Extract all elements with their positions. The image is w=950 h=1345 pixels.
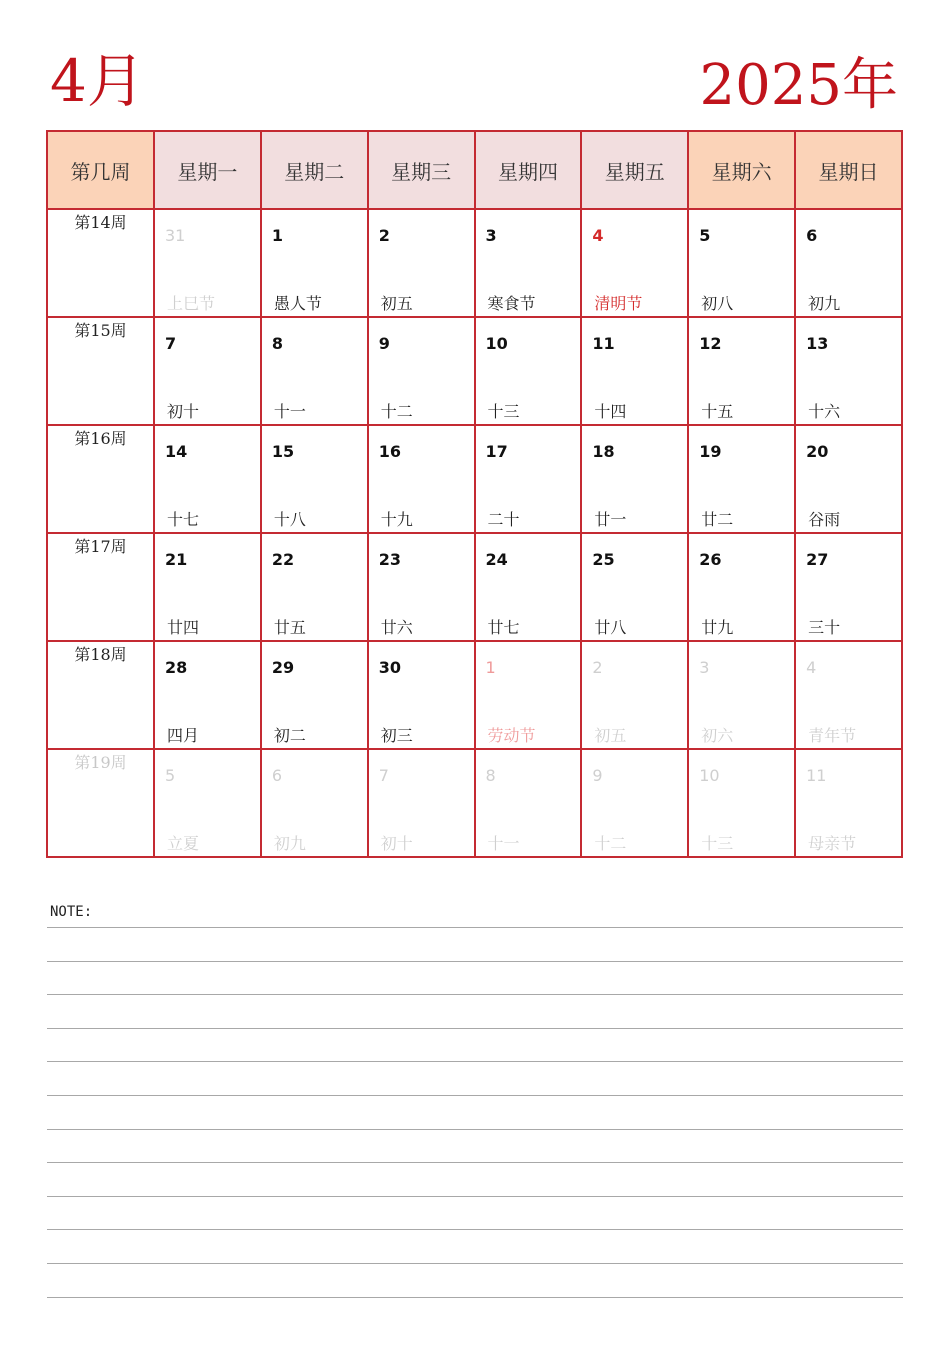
week-number: 第16周 [47, 425, 154, 533]
lunar-or-festival-label: 廿四 [167, 618, 200, 637]
day-number: 1 [271, 226, 283, 245]
day-cell[interactable] [688, 749, 795, 857]
lunar-or-festival-label: 初九 [808, 294, 841, 313]
day-number: 3 [699, 658, 710, 677]
day-number: 1 [485, 658, 496, 677]
day-cell[interactable] [261, 317, 368, 425]
day-header-fri: 星期五 [581, 131, 688, 209]
day-number: 8 [271, 334, 283, 353]
lunar-or-festival-label: 愚人节 [273, 294, 322, 313]
day-number: 5 [165, 766, 176, 785]
week-row [47, 533, 902, 641]
day-cell[interactable] [475, 641, 582, 749]
day-cell[interactable] [368, 317, 475, 425]
day-number: 11 [592, 334, 615, 353]
lunar-or-festival-label: 初九 [273, 834, 306, 853]
day-number: 17 [485, 442, 508, 461]
note-line [47, 1196, 903, 1197]
lunar-or-festival-label: 青年节 [808, 726, 857, 745]
note-line [47, 1263, 903, 1264]
note-line [47, 1061, 903, 1062]
lunar-or-festival-label: 十八 [273, 510, 306, 529]
day-number: 15 [271, 442, 295, 461]
day-cell[interactable] [261, 425, 368, 533]
day-number: 4 [806, 658, 817, 677]
note-line [47, 1129, 903, 1130]
day-number: 4 [592, 226, 604, 245]
day-cell[interactable] [154, 317, 261, 425]
day-cell[interactable] [475, 317, 582, 425]
day-number: 2 [378, 226, 390, 245]
lunar-or-festival-label: 上巳节 [167, 294, 216, 313]
note-line [47, 1162, 903, 1163]
lunar-or-festival-label: 二十 [487, 510, 520, 529]
lunar-or-festival-label: 十九 [380, 510, 413, 529]
note-line [47, 994, 903, 995]
lunar-or-festival-label: 初五 [594, 726, 627, 745]
lunar-or-festival-label: 十六 [808, 402, 841, 421]
lunar-or-festival-label: 初八 [701, 294, 734, 313]
lunar-or-festival-label: 十三 [487, 402, 520, 421]
day-number: 29 [271, 658, 295, 677]
day-cell[interactable] [795, 749, 902, 857]
lunar-or-festival-label: 劳动节 [487, 726, 536, 745]
day-number: 19 [699, 442, 722, 461]
day-number: 25 [592, 550, 615, 569]
day-cell[interactable] [688, 209, 795, 317]
day-cell[interactable] [475, 749, 582, 857]
lunar-or-festival-label: 廿五 [273, 618, 306, 637]
lunar-or-festival-label: 初五 [380, 294, 413, 313]
day-number: 14 [165, 442, 188, 461]
day-number: 9 [378, 334, 390, 353]
day-cell[interactable] [688, 425, 795, 533]
day-number: 3 [485, 226, 497, 245]
lunar-or-festival-label: 四月 [167, 726, 200, 745]
lunar-or-festival-label: 十四 [594, 402, 627, 421]
day-number: 8 [485, 766, 496, 785]
day-cell[interactable] [261, 641, 368, 749]
year-title: 2025年 [699, 53, 898, 118]
day-cell[interactable] [581, 209, 688, 317]
day-number: 9 [592, 766, 603, 785]
day-cell[interactable] [368, 749, 475, 857]
day-number: 24 [485, 550, 508, 569]
day-cell[interactable] [795, 641, 902, 749]
day-number: 7 [378, 766, 389, 785]
lunar-or-festival-label: 廿七 [487, 618, 520, 637]
day-number: 27 [806, 550, 829, 569]
day-cell[interactable] [688, 317, 795, 425]
lunar-or-festival-label: 廿二 [701, 510, 734, 529]
day-number: 5 [699, 226, 711, 245]
day-header-wed: 星期三 [368, 131, 475, 209]
day-cell[interactable] [688, 641, 795, 749]
day-cell[interactable] [475, 209, 582, 317]
day-number: 11 [806, 766, 827, 785]
note-line [47, 927, 903, 928]
day-number: 30 [378, 658, 401, 677]
day-header-sun: 星期日 [795, 131, 902, 209]
day-number: 6 [271, 766, 283, 785]
lunar-or-festival-label: 十七 [167, 510, 200, 529]
lunar-or-festival-label: 十一 [273, 402, 306, 421]
day-cell[interactable] [795, 425, 902, 533]
lunar-or-festival-label: 寒食节 [487, 294, 536, 313]
lunar-or-festival-label: 谷雨 [808, 510, 841, 529]
day-header-tue: 星期二 [261, 131, 368, 209]
day-cell[interactable] [581, 317, 688, 425]
day-cell[interactable] [368, 533, 475, 641]
day-header-thu: 星期四 [475, 131, 582, 209]
day-number: 10 [699, 766, 720, 785]
day-number: 6 [806, 226, 818, 245]
day-cell[interactable] [795, 533, 902, 641]
day-number: 2 [592, 658, 603, 677]
day-number: 12 [699, 334, 722, 353]
day-number: 20 [806, 442, 829, 461]
day-header-mon: 星期一 [154, 131, 261, 209]
day-cell[interactable] [475, 533, 582, 641]
day-cell[interactable] [261, 209, 368, 317]
day-number: 26 [699, 550, 722, 569]
week-row [47, 425, 902, 533]
lunar-or-festival-label: 母亲节 [808, 834, 857, 853]
day-cell[interactable] [475, 425, 582, 533]
lunar-or-festival-label: 十三 [701, 834, 734, 853]
day-header-sat: 星期六 [688, 131, 795, 209]
day-number: 16 [378, 442, 401, 461]
week-number: 第15周 [47, 317, 154, 425]
lunar-or-festival-label: 三十 [808, 618, 841, 637]
day-cell[interactable] [688, 533, 795, 641]
lunar-or-festival-label: 十二 [380, 402, 413, 421]
day-number: 7 [165, 334, 177, 353]
note-line [47, 1297, 903, 1298]
lunar-or-festival-label: 初六 [701, 726, 734, 745]
day-cell[interactable] [154, 533, 261, 641]
day-cell[interactable] [581, 425, 688, 533]
day-cell[interactable] [795, 209, 902, 317]
day-cell[interactable] [154, 209, 261, 317]
note-label: NOTE: [50, 904, 93, 920]
day-number: 22 [271, 550, 295, 569]
day-number: 21 [165, 550, 188, 569]
note-line [47, 1095, 903, 1096]
day-cell[interactable] [154, 641, 261, 749]
day-number: 10 [485, 334, 508, 353]
day-number: 23 [378, 550, 401, 569]
lunar-or-festival-label: 十五 [701, 402, 734, 421]
lunar-or-festival-label: 十一 [487, 834, 520, 853]
week-number: 第18周 [47, 641, 154, 749]
day-cell[interactable] [368, 209, 475, 317]
lunar-or-festival-label: 初十 [167, 402, 200, 421]
lunar-or-festival-label: 廿六 [380, 618, 413, 637]
week-row [47, 209, 902, 317]
day-cell[interactable] [154, 425, 261, 533]
day-number: 31 [165, 226, 186, 245]
note-line [47, 961, 903, 962]
week-row [47, 641, 902, 749]
day-cell[interactable] [368, 641, 475, 749]
calendar-header-row [47, 131, 902, 209]
day-cell[interactable] [581, 533, 688, 641]
lunar-or-festival-label: 廿八 [594, 618, 627, 637]
lunar-or-festival-label: 初十 [380, 834, 413, 853]
day-number: 28 [165, 658, 188, 677]
day-cell[interactable] [581, 749, 688, 857]
lunar-or-festival-label: 初二 [273, 726, 306, 745]
lunar-or-festival-label: 廿一 [594, 510, 627, 529]
week-column-header: 第几周 [47, 131, 154, 209]
week-number: 第17周 [47, 533, 154, 641]
week-row [47, 317, 902, 425]
note-line [47, 1229, 903, 1230]
day-cell[interactable] [795, 317, 902, 425]
calendar-grid [46, 130, 903, 858]
day-number: 18 [592, 442, 615, 461]
note-line [47, 1028, 903, 1029]
day-cell[interactable] [368, 425, 475, 533]
day-cell[interactable] [261, 533, 368, 641]
week-row [47, 749, 902, 857]
week-number: 第19周 [47, 749, 154, 857]
lunar-or-festival-label: 清明节 [594, 294, 643, 313]
lunar-or-festival-label: 初三 [380, 726, 413, 745]
day-cell[interactable] [581, 641, 688, 749]
lunar-or-festival-label: 立夏 [167, 834, 200, 853]
lunar-or-festival-label: 廿九 [701, 618, 734, 637]
day-cell[interactable] [261, 749, 368, 857]
day-cell[interactable] [154, 749, 261, 857]
lunar-or-festival-label: 十二 [594, 834, 627, 853]
week-number: 第14周 [47, 209, 154, 317]
month-title: 4月 [50, 47, 145, 115]
day-number: 13 [806, 334, 829, 353]
